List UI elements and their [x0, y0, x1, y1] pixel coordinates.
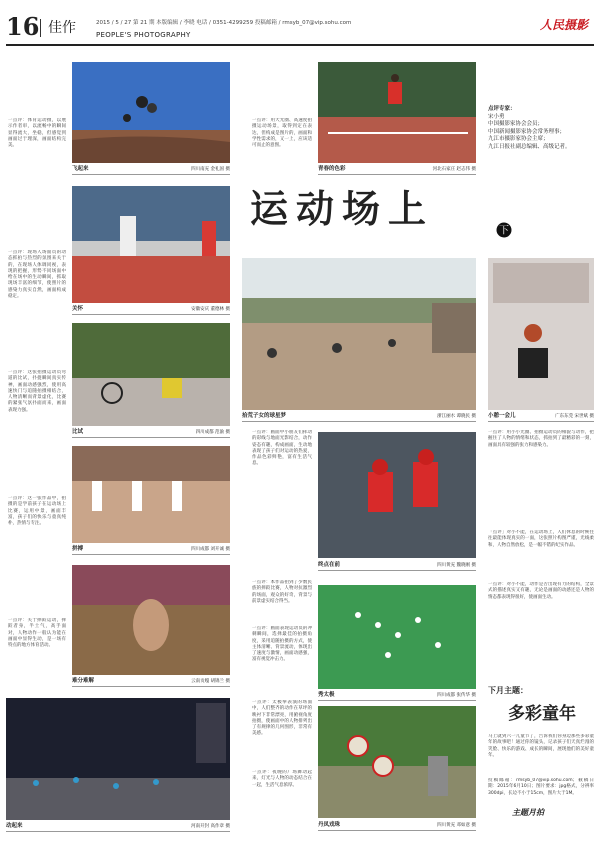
comment-block: 一点评：这一张作品中，拍摄的是学前孩子在运动场上比赛，运用中景，画面丰富，孩子们的快乐与童真纯朴，热情与专注。 — [8, 496, 66, 527]
comment-block: 一点评：用小小光圈、拍摄运动员的相貌与动作，把握住了人物的情绪和状态，抓拍到了最精彩的一刻，画面具有较强的张力和感染力。 — [488, 430, 594, 448]
next-theme-title: 多彩童年 — [508, 704, 576, 724]
photo-title: 关怀 — [72, 306, 84, 312]
photo-title: 小憩一会儿 — [488, 413, 516, 419]
photo-title: 飞起来 — [72, 166, 89, 172]
photo-skaters[interactable] — [318, 432, 476, 558]
caption-rule — [72, 686, 230, 687]
photo-credit: 云南贡嘎 胡锦兰 摄 — [191, 679, 230, 684]
header-separator — [40, 19, 41, 37]
caption-rule — [318, 174, 476, 175]
comment-block: 一点评：这张拍摄运动员弯道的比试，扑捉瞬间真实传神，画面动感强烈，使用高速快门与追随拍摄相结合，人物清晰而背景虚化，比赛的紧张气氛扑面而来，画面表现力强。 — [8, 370, 66, 413]
comment-block: 一点评：关于摔跤运动，摔跤者身，半土气，高手面对，人物动作一般认为能在画面中显得生动，是一场有特点的地方体育活动。 — [8, 618, 66, 649]
photo-credit: 四川成都 张传华 摄 — [437, 693, 476, 698]
caption-rule — [72, 437, 230, 438]
comment-block: 「点评」对小不能，在运动场上，人们休息的时候往往最能体现真实的一面，这张照片构图严谨，光线柔和，人物自然放松，是一幅不错的纪实作品。 — [488, 530, 594, 548]
photo-motocross[interactable] — [72, 62, 230, 163]
caption-rule — [72, 314, 230, 315]
caption-rule — [318, 830, 476, 831]
comment-block: 一点评：画面中小朋友们挥动的彩线与地面光影结合，动作姿态有趣，构成画面，生动地表现了孩子们对运动的热爱，作品色彩鲜艳，富有生活气息。 — [252, 430, 312, 467]
photo-hurdles[interactable] — [318, 62, 476, 163]
column-brand: 主题月拍 — [512, 808, 544, 817]
photo-credit: 四川黄充 邓如意 摄 — [437, 823, 476, 828]
photo-title: 丹凤戏珠 — [318, 822, 341, 828]
expert-line: 九江日报社副总编辑、高级记者。 — [488, 143, 571, 150]
photo-title: 比试 — [72, 429, 84, 435]
comment-block: 一点评：本作品拍到了少数民族的摔跤比赛，人物对抗激烈的场面，观众的好奇，背景与前景虚实结合得当。 — [252, 580, 312, 604]
photo-title: 青春的色彩 — [318, 166, 346, 172]
photo-credit: 浙江丽水 谭晓民 摄 — [437, 414, 476, 419]
comment-block: 一点评：太极拳表演的场面中，人们整齐的动作在草坪的映衬下非常漂亮，用俯视角度拍摄，使画面中的人物排列出了有规律的几何图形，非常有美感。 — [252, 700, 312, 737]
next-theme-desc: 马上就到六一儿童节了，告诉我们你身边那些多彩童年的故事吧！通过你的镜头，记录孩子们天真烂漫的笑脸、快乐的游戏、成长的瞬间，展现他们的美好童年。 — [488, 734, 594, 758]
part-badge — [496, 222, 512, 238]
header-rule — [6, 44, 594, 46]
photo-credit: 四川成都 范渝 摄 — [195, 430, 230, 435]
caption-rule — [488, 421, 594, 422]
submission-info: 投稿邮箱：rmsyb_07@vip.sohu.com；截稿日期：2015年6月10日；图片要求：jpg格式，分辨率300dpi，长边不小于15cm，图片大于1M。 — [488, 778, 594, 796]
photo-credit: 广东东莞 宋世斌 摄 — [555, 414, 594, 419]
photo-title: 动起来 — [6, 823, 23, 829]
publication-name: PEOPLE'S PHOTOGRAPHY — [96, 31, 191, 39]
photo-phoenix-ball[interactable] — [318, 706, 476, 818]
next-theme-label: 下月主题： — [488, 686, 528, 695]
page-number: 16 — [6, 12, 40, 41]
issue-meta: 2015 / 5 / 27 第 21 期 本版编辑 / 李晓 电话 / 0351-4299259 投稿邮箱 / rmsyb_07@vip.sohu.com — [96, 20, 352, 26]
comment-block: 一点评：用大光圈、高速度拍摄运动场景，取得到定在表达，但构成是图片的，画面和学性需求的，又一上，应该适可而止的意图。 — [252, 118, 312, 149]
caption-rule — [72, 174, 230, 175]
photo-soccer-dream[interactable] — [242, 258, 476, 410]
photo-night-dance[interactable] — [6, 698, 230, 820]
photo-race[interactable] — [72, 323, 230, 426]
photo-credit: 四川成都 刘开诚 摄 — [191, 547, 230, 552]
expert-heading: 点评专家： — [488, 106, 516, 112]
expert-line: 宋小勇 — [488, 113, 505, 120]
photo-title: 拾荒子女的球星梦 — [242, 413, 287, 419]
photo-rest[interactable] — [488, 258, 594, 410]
expert-line: 九江市摄影家协会主席； — [488, 136, 549, 142]
section-name: 佳作 — [48, 20, 76, 36]
caption-rule — [318, 700, 476, 701]
photo-credit: 安徽安庆 董德林 摄 — [191, 307, 230, 312]
photo-title: 终点在前 — [318, 562, 341, 568]
newspaper-logo: 人民摄影 — [540, 18, 589, 32]
photo-credit: 河南开封 高作章 摄 — [191, 824, 230, 829]
caption-rule — [72, 554, 230, 555]
photo-credit: 四川南充 金礼国 摄 — [191, 167, 230, 172]
expert-line: 中国新闻摄影家协会常务理事； — [488, 128, 566, 135]
comment-block: 一点评：体育运动摄，以展示作者审，以流畅中的瞬间显得流大，坐稳，但感觉到画面过于理深，画面结构完美。 — [8, 118, 66, 149]
expert-line: 中国摄影家协会会员； — [488, 121, 544, 127]
part-badge-text: 下 — [499, 225, 509, 237]
photo-title: 拼搏 — [72, 546, 84, 552]
comment-block: 一点评：现场人场面员的动态抓拍与热烈的氛围来关于的，在现场人体调同视，表现的把握，形势不同场面中给在场中的生动瞬间，抓取现场丰富的细节，使照片的感染力真实自然，画面构成稳定。 — [8, 250, 66, 300]
main-title: 运动场上 — [250, 186, 435, 231]
comment-block: 一点评：对小不能，动作是否出现有力的结构，全景式的描述真实又有趣，无论是画面的动感还是人物的情态都表现得很好，使画面生动。 — [488, 582, 594, 600]
photo-wrestling[interactable] — [72, 565, 230, 675]
caption-rule — [318, 570, 476, 571]
photo-strive[interactable] — [72, 446, 230, 543]
comment-block: 一点评：画面表现运动员的冲刺瞬间，选择最佳的拍摄角度，采用追随拍摄的方式，使主体清晰、背景流动，体现出了速度与激情，画面动感强，富有视觉冲击力。 — [252, 626, 312, 663]
expert-info — [488, 106, 571, 151]
photo-title: 难分难解 — [72, 678, 95, 684]
caption-rule — [242, 421, 476, 422]
photo-taichi[interactable] — [318, 585, 476, 689]
photo-credit: 四川黄充 魏晓刚 摄 — [437, 563, 476, 568]
comment-block: 一点评：夜晚的广场舞动起来，灯光与人物的动态结合在一起，生活气息浓厚。 — [252, 770, 312, 788]
photo-title: 秀太极 — [318, 692, 335, 698]
photo-care[interactable] — [72, 186, 230, 303]
caption-rule — [6, 831, 230, 832]
photo-credit: 河北石家庄 赵志伟 摄 — [432, 167, 476, 172]
